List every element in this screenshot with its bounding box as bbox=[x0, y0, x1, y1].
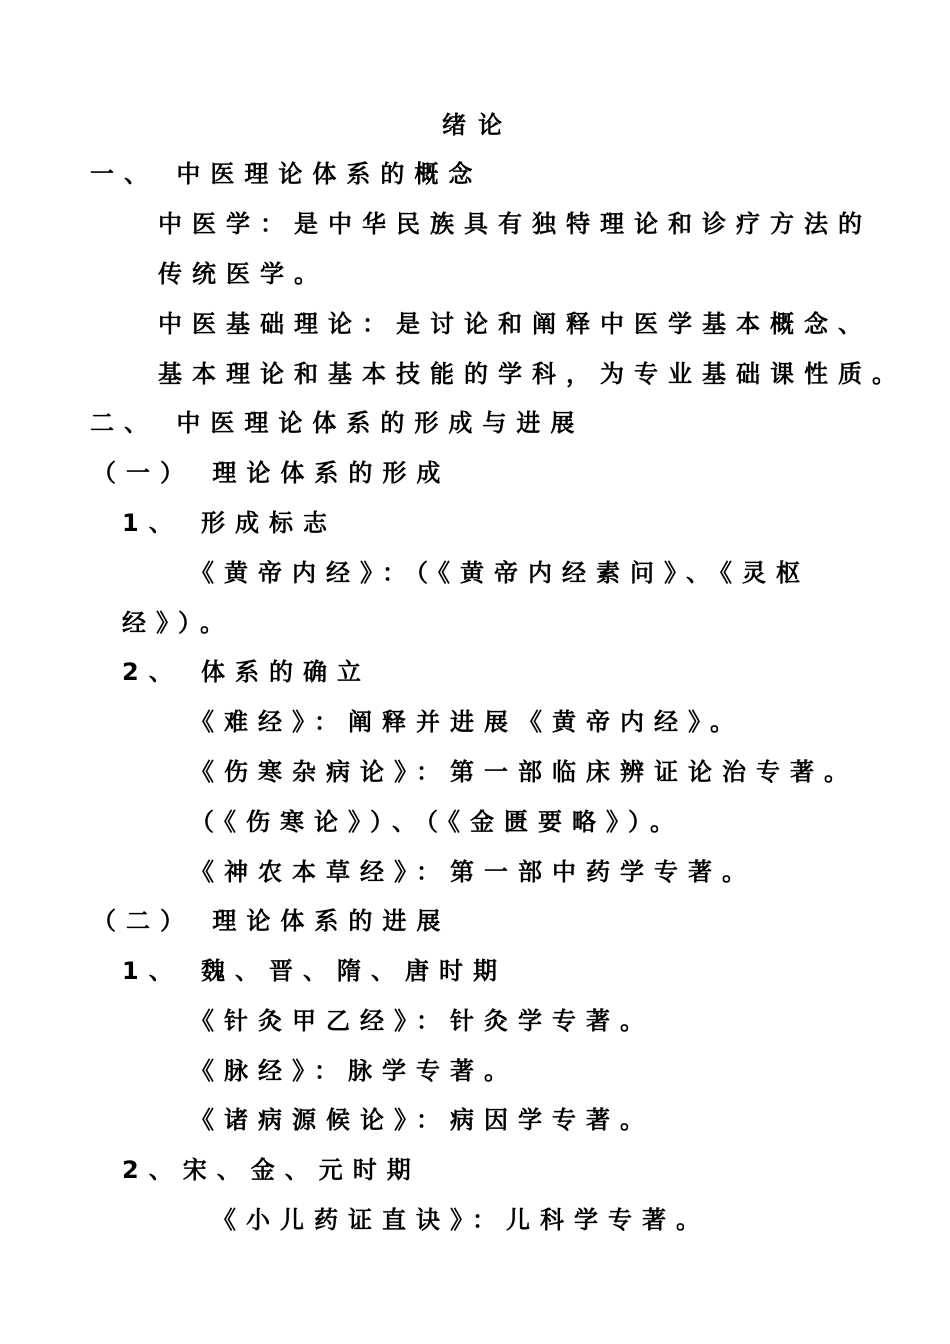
page-title: 绪论 bbox=[442, 111, 514, 139]
subsection-formation-heading: （一） 理论体系的形成 bbox=[92, 459, 451, 487]
item-wei-jin-sui-tang-heading: 1、 魏、晋、隋、唐时期 bbox=[122, 957, 508, 985]
subsection-development-heading: （二） 理论体系的进展 bbox=[92, 907, 451, 935]
item-wei-jin-sui-tang-line-3: 《诸病源候论》：病因学专著。 bbox=[190, 1106, 654, 1134]
item-song-jin-yuan-line-1: 《小儿药证直诀》：儿科学专著。 bbox=[212, 1206, 710, 1234]
item-formation-marks-line-2: 经》）。 bbox=[122, 609, 234, 637]
definition-tcm-line-2: 传统医学。 bbox=[158, 260, 328, 288]
section-1-heading: 一、 中医理论体系的概念 bbox=[90, 160, 483, 188]
item-wei-jin-sui-tang-line-2: 《脉经》：脉学专著。 bbox=[190, 1057, 518, 1085]
section-2-heading: 二、 中医理论体系的形成与进展 bbox=[90, 409, 585, 437]
item-song-jin-yuan-heading: 2、宋、金、元时期 bbox=[122, 1156, 421, 1184]
item-system-establishment-line-4: 《神农本草经》：第一部中药学专著。 bbox=[190, 858, 756, 886]
item-wei-jin-sui-tang-line-1: 《针灸甲乙经》：针灸学专著。 bbox=[190, 1007, 654, 1035]
definition-basic-theory-line-1: 中医基础理论：是讨论和阐释中医学基本概念、 bbox=[158, 310, 872, 338]
definition-tcm-line-1: 中医学：是中华民族具有独特理论和诊疗方法的 bbox=[158, 210, 872, 238]
item-formation-marks-heading: 1、 形成标志 bbox=[122, 509, 338, 537]
item-system-establishment-line-1: 《难经》：阐释并进展《黄帝内经》。 bbox=[190, 708, 744, 736]
item-system-establishment-heading: 2、 体系的确立 bbox=[122, 658, 372, 686]
item-formation-marks-line-1: 《黄帝内经》：（《黄帝内经素问》、《灵枢 bbox=[190, 559, 810, 587]
definition-basic-theory-line-2: 基本理论和基本技能的学科，为专业基础课性质。 bbox=[158, 360, 906, 388]
item-system-establishment-line-2: 《伤寒杂病论》：第一部临床辨证论治专著。 bbox=[190, 758, 858, 786]
item-system-establishment-line-3: （《伤寒论》）、（《金匮要略》）。 bbox=[190, 808, 684, 836]
